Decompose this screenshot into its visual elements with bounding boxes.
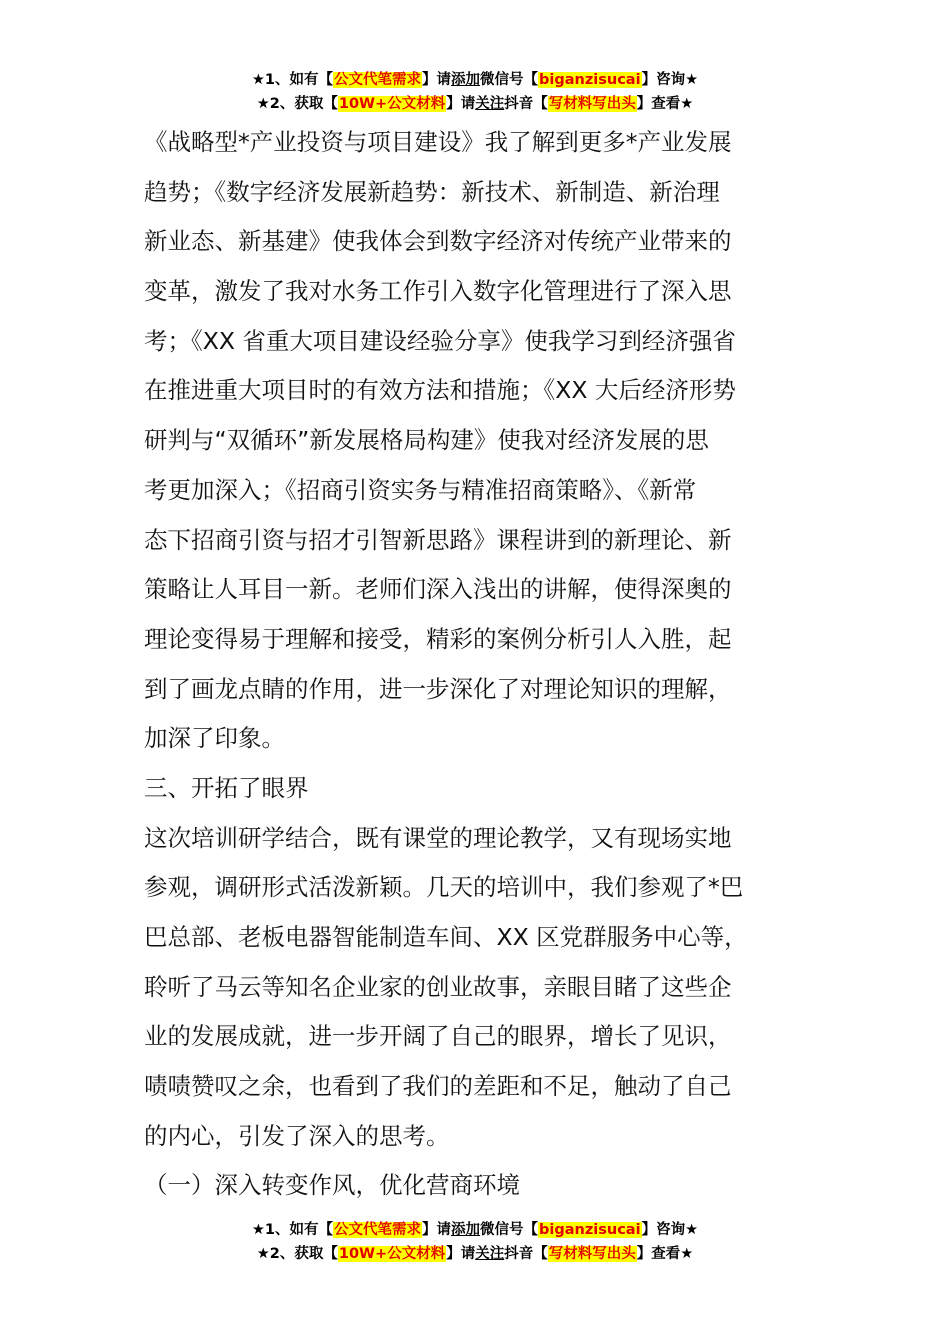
highlight-materials: 10W+公文材料 xyxy=(338,96,446,112)
banner-text: ★1、如有【 xyxy=(251,1222,334,1238)
highlight-wechat-id: biganzisucai xyxy=(539,1222,641,1238)
body-line: 理论变得易于理解和接受，精彩的案例分析引人入胜，起 xyxy=(144,624,732,653)
banner-underlined-text: 关注 xyxy=(475,1246,505,1262)
banner-text: 】查看★ xyxy=(636,1246,694,1262)
banner-text: 】请 xyxy=(422,1222,452,1238)
banner-text: 】请 xyxy=(446,1246,476,1262)
banner-text: 】请 xyxy=(422,72,452,88)
body-line: 策略让人耳目一新。老师们深入浅出的讲解，使得深奥的 xyxy=(144,575,732,604)
body-line: 研判与“双循环”新发展格局构建》使我对经济发展的思 xyxy=(144,426,709,455)
banner-text: ★2、获取【 xyxy=(256,1246,338,1262)
body-line: 聆听了马云等知名企业家的创业故事，亲眼目睹了这些企 xyxy=(144,972,732,1001)
banner-underlined-text: 添加 xyxy=(451,1222,481,1238)
body-line: 新业态、新基建》使我体会到数字经济对传统产业带来的 xyxy=(144,227,732,256)
body-line: 趋势；《数字经济发展新趋势：新技术、新制造、新治理 xyxy=(144,177,720,206)
banner-line-2 xyxy=(0,1242,950,1266)
banner-underlined-text: 添加 xyxy=(451,72,481,88)
highlight-materials: 10W+公文材料 xyxy=(338,1246,446,1262)
section-heading: 三、开拓了眼界 xyxy=(144,773,309,802)
subsection-heading: （一）深入转变作风，优化营商环境 xyxy=(144,1171,520,1200)
document-body xyxy=(144,118,810,1211)
body-line: 考；《XX 省重大项目建设经验分享》使我学习到经济强省 xyxy=(144,326,736,355)
banner-text: 微信号【 xyxy=(480,1222,539,1238)
body-line: 在推进重大项目时的有效方法和措施；《XX 大后经济形势 xyxy=(144,376,736,405)
banner-text: 】请 xyxy=(446,96,476,112)
banner-text: 】咨询★ xyxy=(641,72,699,88)
body-line: 变革，激发了我对水务工作引入数字化管理进行了深入思 xyxy=(144,277,732,306)
body-line: 《战略型*产业投资与项目建设》我了解到更多*产业发展 xyxy=(144,128,732,156)
body-line: 巴总部、老板电器智能制造车间、XX 区党群服务中心等， xyxy=(144,923,748,951)
body-line: 考更加深入；《招商引资实务与精准招商策略》、《新常 xyxy=(144,475,697,504)
highlight-ghostwriting: 公文代笔需求 xyxy=(334,1222,422,1238)
highlight-ghostwriting: 公文代笔需求 xyxy=(334,72,422,88)
body-line: 业的发展成就，进一步开阔了自己的眼界，增长了见识， xyxy=(144,1022,732,1051)
banner-line-1 xyxy=(0,68,950,92)
banner-text: 】咨询★ xyxy=(641,1222,699,1238)
bottom-banner xyxy=(0,1218,950,1266)
highlight-douyin-account: 写材料写出头 xyxy=(548,96,636,112)
body-line: 到了画龙点睛的作用，进一步深化了对理论知识的理解， xyxy=(144,674,732,703)
highlight-douyin-account: 写材料写出头 xyxy=(548,1246,636,1262)
body-line: 态下招商引资与招才引智新思路》课程讲到的新理论、新 xyxy=(144,525,732,554)
banner-text: 微信号【 xyxy=(480,72,539,88)
banner-text: 抖音【 xyxy=(504,1246,548,1262)
top-banner xyxy=(0,68,950,116)
highlight-wechat-id: biganzisucai xyxy=(539,72,641,88)
banner-text: 抖音【 xyxy=(504,96,548,112)
body-line: 参观，调研形式活泼新颖。几天的培训中，我们参观了*巴 xyxy=(144,873,744,902)
banner-text: ★2、获取【 xyxy=(256,96,338,112)
body-line: 这次培训研学结合，既有课堂的理论教学，又有现场实地 xyxy=(144,823,732,852)
banner-text: ★1、如有【 xyxy=(251,72,334,88)
body-line: 啧啧赞叹之余，也看到了我们的差距和不足，触动了自己 xyxy=(144,1072,732,1101)
banner-line-2 xyxy=(0,92,950,116)
body-line: 加深了印象。 xyxy=(144,724,285,753)
banner-text: 】查看★ xyxy=(636,96,694,112)
body-line: 的内心，引发了深入的思考。 xyxy=(144,1121,450,1150)
banner-line-1 xyxy=(0,1218,950,1242)
banner-underlined-text: 关注 xyxy=(475,96,505,112)
